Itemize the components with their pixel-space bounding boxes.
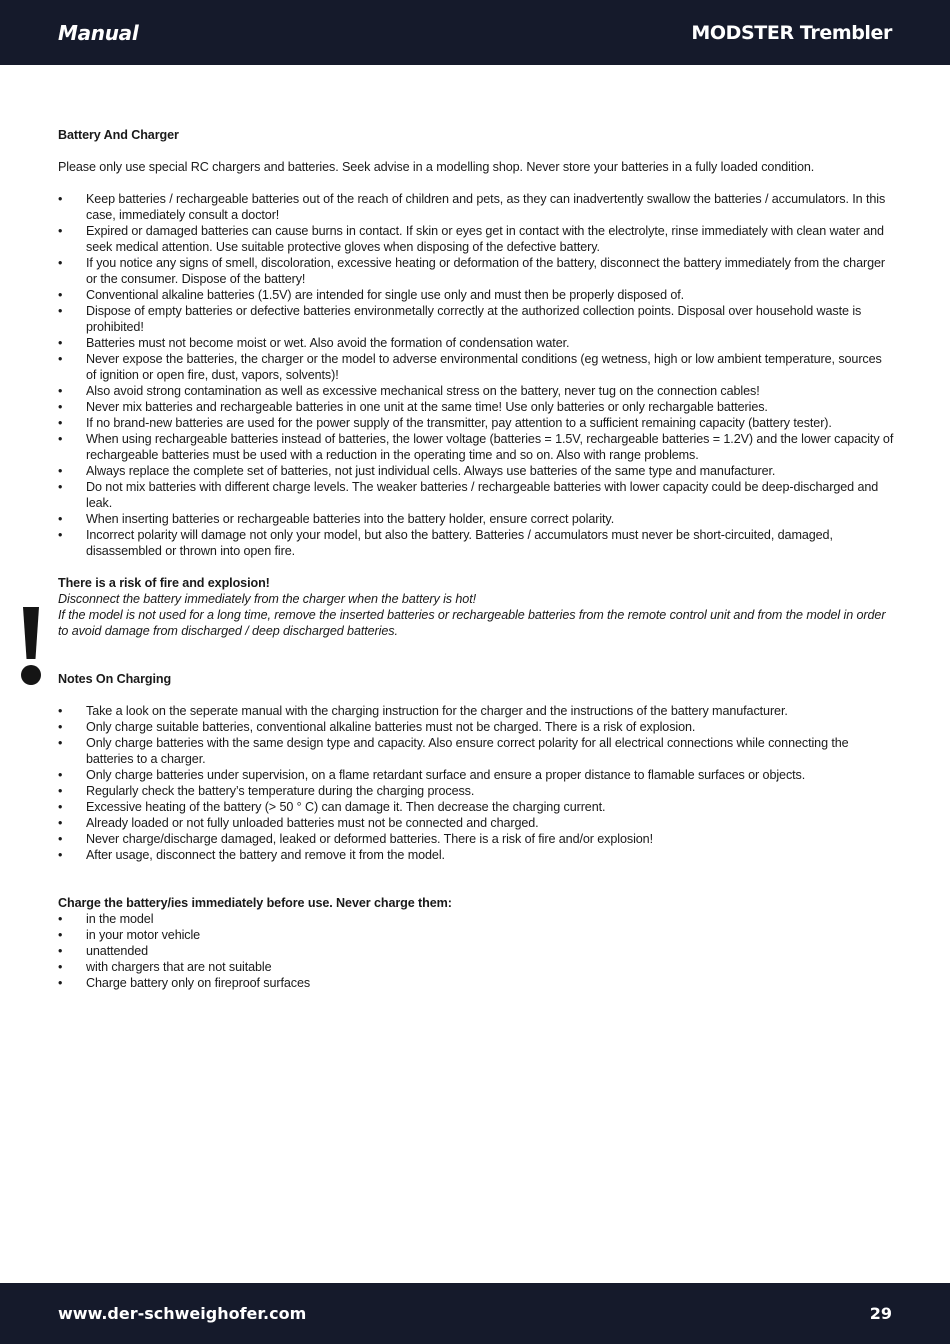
charging-item [58,799,894,815]
battery-item [58,191,894,223]
battery-item-text: Never mix batteries and rechargeable batteries in one unit at the same time! Use only batteries or only rechargable batteries. [86,400,768,414]
battery-item-text: Dispose of empty batteries or defective batteries environmetally correctly at the authorized collection points. Disposal over household waste is prohibited! [86,304,862,334]
bullet-icon: • [58,304,63,318]
header-manual-label: Manual [58,20,139,45]
battery-item-text: If you notice any signs of smell, discoloration, excessive heating or deformation of the battery, disconnect the battery immediately from the charger or the consumer. Dispose of the battery! [86,256,885,286]
battery-item [58,351,894,383]
bullet-icon: • [58,848,63,862]
battery-item [58,463,894,479]
charging-item-text: Take a look on the seperate manual with the charging instruction for the charger and the instructions of the battery manufacturer. [86,704,788,718]
charging-item-text: Already loaded or not fully unloaded batteries must not be connected and charged. [86,816,539,830]
bullet-icon: • [58,480,63,494]
battery-item [58,431,894,463]
page-number: 29 [869,1304,892,1323]
bullet-icon: • [58,352,63,366]
battery-item [58,223,894,255]
bullet-icon: • [58,400,63,414]
charging-item-text: Regularly check the battery’s temperature during the charging process. [86,784,475,798]
bullet-icon: • [58,928,63,942]
bullet-icon: • [58,736,63,750]
battery-intro: Please only use special RC chargers and batteries. Seek advise in a modelling shop. Never store your batteries in a fully loaded condition. [58,160,815,174]
charging-item-text: Only charge batteries with the same design type and capacity. Also ensure correct polarity for all electrical connections while connecting the batteries to a charger. [86,736,849,766]
never-charge-heading: Charge the battery/ies immediately before use. Never charge them: [58,896,452,910]
charging-item [58,815,894,831]
battery-item [58,511,894,527]
bullet-icon: • [58,976,63,990]
battery-item [58,335,894,351]
battery-list [58,191,894,559]
footer-website-url[interactable]: www.der-schweighofer.com [58,1304,307,1323]
battery-item-text: If no brand-new batteries are used for the power supply of the transmitter, pay attention to a sufficient remaining capacity (battery tester). [86,416,832,430]
never-charge-item-text: in the model [86,912,154,926]
bullet-icon: • [58,784,63,798]
bullet-icon: • [58,256,63,270]
warning-line-2: If the model is not used for a long time, remove the inserted batteries or rechargeable batteries from the remote control unit and from the model in order to avoid damage from discharged / deep discharged batteries. [58,608,886,638]
header-product-title: MODSTER Trembler [691,21,892,44]
bullet-icon: • [58,816,63,830]
bullet-icon: • [58,512,63,526]
charging-item [58,767,894,783]
never-charge-item-text: in your motor vehicle [86,928,201,942]
bullet-icon: • [58,960,63,974]
battery-item-text: Incorrect polarity will damage not only your model, but also the battery. Batteries / accumulators must never be short-circuited, damaged, disassembled or thrown into open fire. [86,528,833,558]
never-charge-item [58,911,894,927]
warning-heading: There is a risk of fire and explosion! [58,576,270,590]
never-charge-item-text: unattended [86,944,149,958]
bullet-icon: • [58,192,63,206]
battery-item-text: When inserting batteries or rechargeable batteries into the battery holder, ensure correct polarity. [86,512,615,526]
bullet-icon: • [58,944,63,958]
bullet-icon: • [58,720,63,734]
never-charge-item [58,975,894,991]
bullet-icon: • [58,528,63,542]
bullet-icon: • [58,384,63,398]
never-charge-list [58,911,894,991]
bullet-icon: • [58,288,63,302]
charging-heading: Notes On Charging [58,672,172,686]
battery-item [58,303,894,335]
bullet-icon: • [58,432,63,446]
battery-item [58,287,894,303]
battery-item-text: When using rechargeable batteries instead of batteries, the lower voltage (batteries = 1.5V, rechargeable batteries = 1.2V) and the lower capacity of rechargeable batteries must be used with a reduction in the operating time and so on. Also with range problems. [86,432,894,462]
battery-item [58,399,894,415]
never-charge-item [58,943,894,959]
battery-item-text: Also avoid strong contamination as well as excessive mechanical stress on the battery, never tug on the connection cables! [86,384,760,398]
battery-item-text: Always replace the complete set of batteries, not just individual cells. Always use batteries of the same type and manufacturer. [86,464,776,478]
charging-item [58,703,894,719]
battery-heading: Battery And Charger [58,128,179,142]
battery-item [58,255,894,287]
battery-item-text: Expired or damaged batteries can cause burns in contact. If skin or eyes get in contact with the electrolyte, rinse immediately with clean water and seek medical attention. Use suitable protective gloves when disposing of the defective battery. [86,224,884,254]
warning-line-1: Disconnect the battery immediately from the charger when the battery is hot! [58,592,476,606]
bullet-icon: • [58,800,63,814]
bullet-icon: • [58,336,63,350]
never-charge-item [58,959,894,975]
charging-list [58,703,894,863]
battery-item-text: Batteries must not become moist or wet. Also avoid the formation of condensation water. [86,336,570,350]
page-footer [0,1283,950,1344]
charging-item-text: Only charge suitable batteries, conventional alkaline batteries must not be charged. There is a risk of explosion. [86,720,696,734]
page-header [0,0,950,65]
never-charge-item-text: Charge battery only on fireproof surfaces [86,976,311,990]
charging-item [58,847,894,863]
battery-item [58,383,894,399]
battery-item-text: Keep batteries / rechargeable batteries out of the reach of children and pets, as they can inadvertently swallow the batteries / accumulators. In this case, immediately consult a doctor! [86,192,886,222]
bullet-icon: • [58,704,63,718]
charging-item [58,783,894,799]
battery-item [58,415,894,431]
bullet-icon: • [58,464,63,478]
charging-item [58,719,894,735]
charging-item [58,735,894,767]
charging-item-text: Excessive heating of the battery (> 50 ° C) can damage it. Then decrease the charging current. [86,800,606,814]
never-charge-item [58,927,894,943]
battery-item-text: Do not mix batteries with different charge levels. The weaker batteries / rechargeable batteries with lower capacity could be deep-discharged and leak. [86,480,879,510]
charging-item-text: After usage, disconnect the battery and remove it from the model. [86,848,445,862]
never-charge-item-text: with chargers that are not suitable [86,960,272,974]
battery-item [58,527,894,559]
charging-item-text: Only charge batteries under supervision, on a flame retardant surface and ensure a proper distance to flamable surfaces or objects. [86,768,806,782]
exclamation-warning-icon [21,607,41,683]
bullet-icon: • [58,768,63,782]
bullet-icon: • [58,416,63,430]
charging-item-text: Never charge/discharge damaged, leaked or deformed batteries. There is a risk of fire and/or explosion! [86,832,653,846]
battery-item-text: Conventional alkaline batteries (1.5V) are intended for single use only and must then be properly disposed of. [86,288,685,302]
bullet-icon: • [58,832,63,846]
main-content [58,127,894,991]
battery-item-text: Never expose the batteries, the charger or the model to adverse environmental conditions (eg wetness, high or low ambient temperature, sources of ignition or open fire, dust, vapors, solvents)! [86,352,882,382]
battery-item [58,479,894,511]
bullet-icon: • [58,224,63,238]
charging-item [58,831,894,847]
bullet-icon: • [58,912,63,926]
